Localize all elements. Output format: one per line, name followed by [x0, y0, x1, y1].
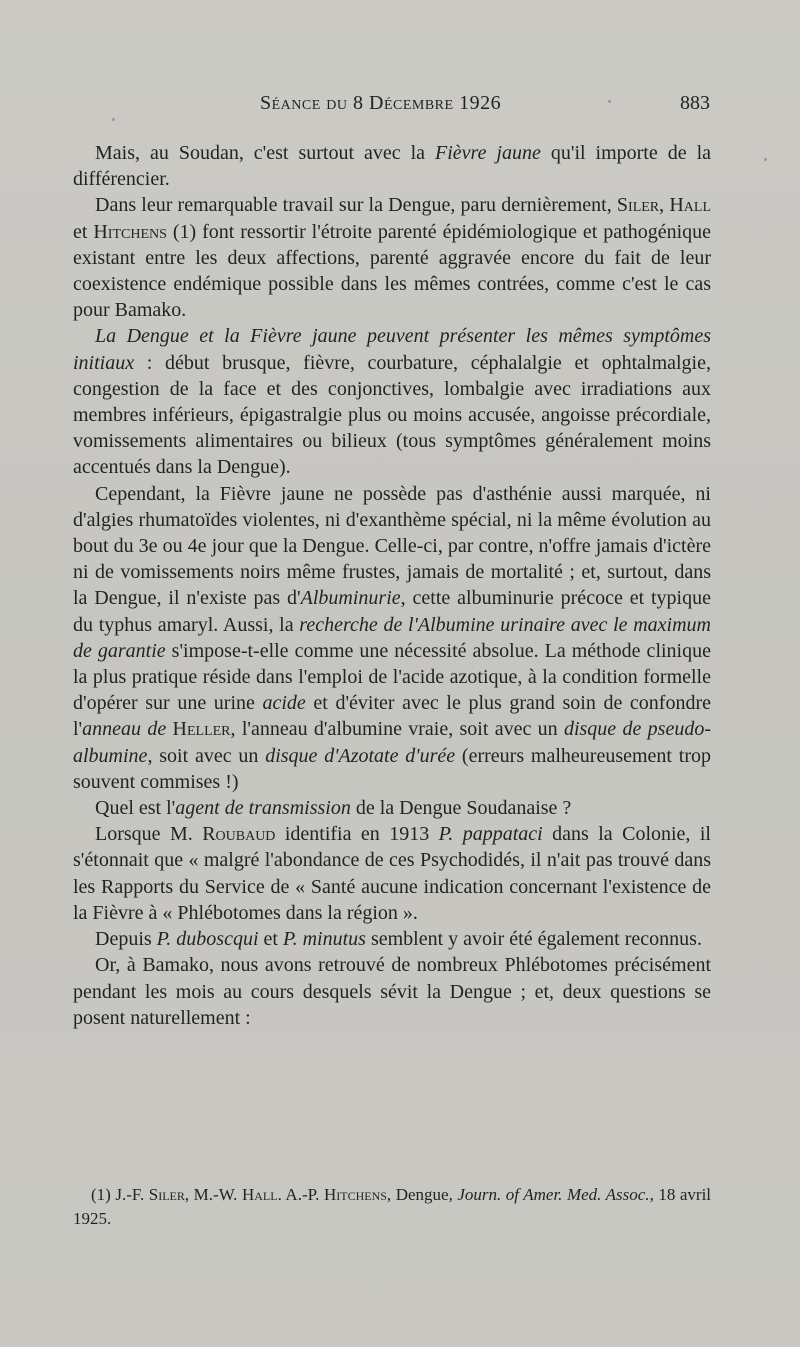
text-run: dans la Colonie, il s'étonnait que « malgré l'abondance de ces Psychodidés, il n'ait pas trouvé dans les Rapports du Service de « Santé aucune indication concernant l'existence de la Fièvre à « Phlébotomes dans la région ».: [73, 823, 711, 924]
text-run: Depuis: [95, 928, 157, 951]
text-run: Lorsque M.: [95, 823, 203, 846]
italic-run: recherche de l'Albumine urinaire avec le maximum de garantie: [73, 613, 711, 662]
author-name: Hitchens: [323, 1185, 387, 1204]
paragraph: [73, 192, 711, 323]
text-run: ,: [659, 194, 670, 217]
page-header: [0, 92, 800, 122]
text-run: (erreurs malheureusement trop souvent commises !): [73, 744, 711, 793]
paragraph: [73, 952, 711, 1031]
text-run: : début brusque, fièvre, courbature, céphalalgie et ophtalmalgie, congestion de la face et des conjonctives, lombalgie avec irradiations aux membres inférieurs, épigastralgie plus ou moins accusée, angoisse précordiale, vomissements alimentaires ou bilieux (tous symptômes généralement moins accentués dans la Dengue).: [73, 351, 711, 479]
italic-run: disque de pseudo-albumine: [73, 718, 711, 767]
italic-run: La Dengue et la Fièvre jaune peuvent présenter les mêmes symptômes initiaux: [73, 325, 711, 374]
paper-speck: [112, 118, 115, 121]
text-run: , l'anneau d'albumine vraie, soit avec un: [230, 718, 564, 741]
text-run: Dans leur remarquable travail sur la Dengue, paru dernièrement,: [95, 194, 617, 217]
italic-run: P. duboscqui: [156, 928, 259, 951]
italic-run: Fièvre jaune: [435, 142, 541, 164]
paper-speck: [608, 100, 611, 103]
footnote: [73, 1183, 711, 1231]
author-name: Hitchens: [93, 220, 167, 243]
running-head: Séance du 8 Décembre 1926: [260, 92, 502, 114]
text-run: . A.-P.: [277, 1185, 324, 1204]
paragraph: [73, 481, 711, 795]
italic-run: Journ. of Amer. Med. Assoc.: [457, 1185, 650, 1204]
paper-speck: [764, 158, 767, 161]
text-run: et: [73, 220, 94, 243]
italic-run: Albuminurie: [300, 587, 401, 610]
text-run: (1) font ressortir l'étroite parenté épidémiologique et pathogénique existant entre les deux affections, parenté aggravée encore du fait de leur coexistence endémique possible dans les mêmes contrées, comme c'est le cas pour Bamako.: [73, 220, 711, 322]
text-run: , M.-W.: [184, 1185, 242, 1204]
body-text: [73, 140, 711, 1031]
paragraph: [73, 140, 711, 192]
text-run: , Dengue,: [386, 1185, 458, 1204]
text-run: qu'il importe de la différencier.: [73, 142, 711, 191]
italic-run: disque d'Azotate d'urée: [265, 744, 456, 767]
author-name: Siler: [616, 194, 660, 217]
italic-run: P. pappataci: [438, 823, 543, 846]
text-run: Quel est l': [95, 797, 176, 820]
text-run: , 18 avril 1925.: [73, 1185, 712, 1228]
page-number: 883: [680, 92, 710, 114]
paragraph: [73, 821, 711, 926]
text-run: identifia en 1913: [275, 823, 439, 846]
paragraph: [73, 795, 711, 821]
author-name: Siler: [148, 1185, 185, 1204]
italic-run: acide: [262, 692, 306, 715]
author-name: Hall: [241, 1185, 278, 1204]
paragraph: [73, 926, 711, 952]
text-run: s'impose-t-elle comme une nécessité absolue. La méthode clinique la plus pratique réside dans l'emploi de l'acide azotique, à la condition formelle d'opérer sur une urine: [73, 639, 711, 715]
text-run: (1) J.-F.: [91, 1185, 149, 1204]
text-run: , soit avec un: [147, 744, 266, 767]
text-run: , cette albuminurie précoce et typique du typhus amaryl. Aussi, la: [73, 587, 711, 636]
text-run: de la Dengue Soudanaise ?: [350, 797, 572, 820]
text-run: semblent y avoir été également reconnus.: [365, 928, 702, 951]
text-run: Cependant, la Fièvre jaune ne possède pas d'asthénie aussi marquée, ni d'algies rhumatoïdes violentes, ni d'exanthème spécial, ni la même évolution au bout du 3e ou 4e jour que la Dengue. Celle-ci, par contre, n'offre jamais d'ictère ni de vomissements noirs même frustes, jamais de mortalité ; et, surtout, dans la Dengue, il n'existe pas d': [73, 482, 711, 610]
author-name: Hall: [669, 194, 712, 217]
italic-run: agent de transmission: [175, 797, 351, 820]
author-name: Heller: [172, 718, 231, 741]
footnote-text: [73, 1183, 711, 1231]
text-run: Or, à Bamako, nous avons retrouvé de nombreux Phlébotomes précisément pendant les mois au cours desquels sévit la Dengue ; et, deux questions se posent naturellement :: [73, 954, 711, 1029]
text-run: et d'éviter avec le plus grand soin de confondre l': [73, 692, 712, 741]
italic-run: P. minutus: [282, 928, 366, 951]
author-name: Roubaud: [202, 823, 276, 846]
text-run: et: [258, 928, 283, 951]
text-run: Mais, au Soudan, c'est surtout avec la: [95, 142, 436, 164]
paragraph: [73, 323, 711, 480]
italic-run: anneau de: [82, 718, 173, 741]
